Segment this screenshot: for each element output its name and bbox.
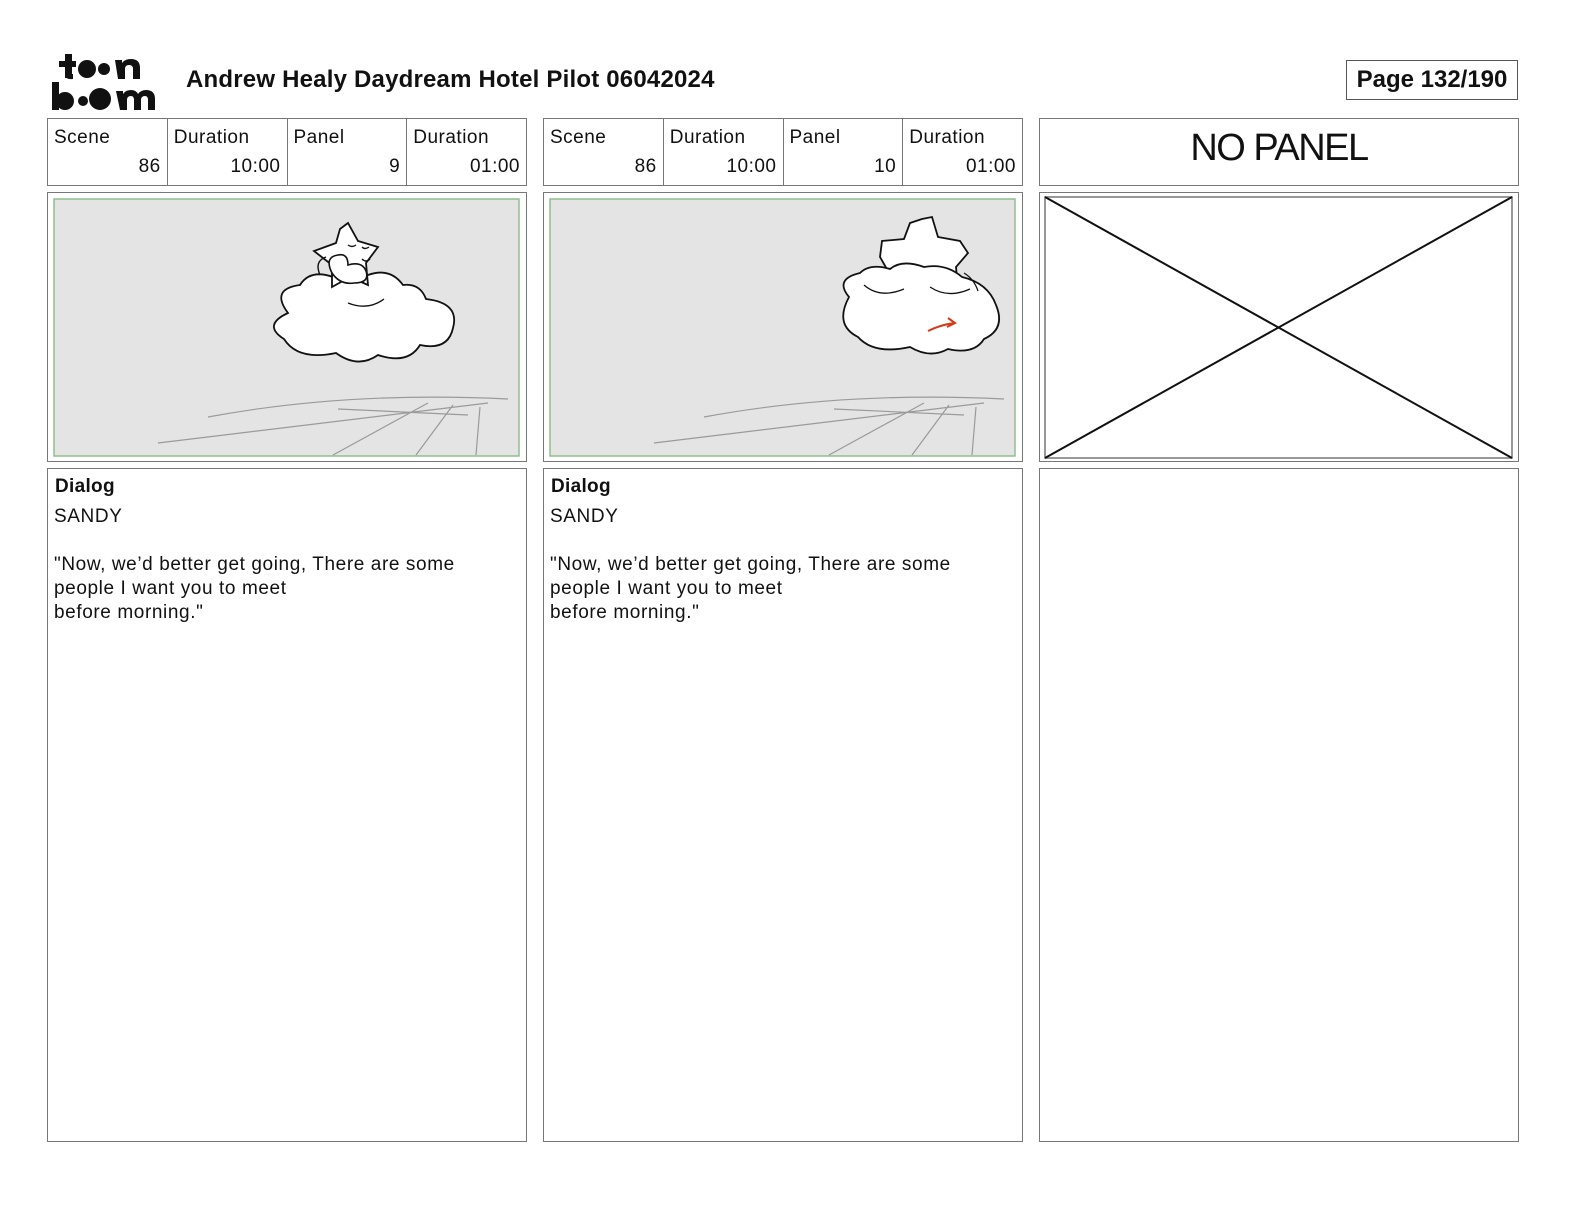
panel-info-bar — [543, 118, 1023, 186]
panel-duration-value: 01:00 — [965, 156, 1016, 177]
scene-duration-cell — [664, 119, 784, 185]
dialog-notes — [543, 468, 1023, 1142]
dialog-notes — [47, 468, 527, 1142]
dialog-heading: Dialog — [55, 476, 115, 497]
panel-cell — [288, 119, 408, 185]
scene-duration-cell — [168, 119, 288, 185]
dialog-line: "Now, we’d better get going, There are some — [550, 554, 951, 575]
scene-duration-value: 10:00 — [726, 156, 777, 177]
scene-value: 86 — [634, 156, 657, 177]
toon-boom-logo — [52, 52, 164, 112]
duration-label: Duration — [669, 127, 746, 148]
dialog-line: people I want you to meet — [54, 578, 287, 599]
crossed-placeholder — [1040, 193, 1517, 460]
scene-label: Scene — [54, 127, 111, 148]
page-counter — [1346, 60, 1518, 100]
panel-duration-cell — [407, 119, 526, 185]
dialog-speaker: SANDY — [54, 506, 123, 527]
scene-cell — [544, 119, 664, 185]
scene-value: 86 — [138, 156, 161, 177]
no-panel-header — [1039, 118, 1519, 186]
dialog-heading: Dialog — [551, 476, 611, 497]
scene-label: Scene — [550, 127, 607, 148]
dialog-speaker: SANDY — [550, 506, 619, 527]
panel-duration-cell — [903, 119, 1022, 185]
document-title: Andrew Healy Daydream Hotel Pilot 06042024 — [186, 66, 715, 93]
sketch-star-flying-on-cloud — [544, 193, 1021, 460]
panel-info-bar — [47, 118, 527, 186]
dialog-line: before morning." — [54, 602, 204, 623]
panel-value: 9 — [389, 156, 401, 177]
panel-label: Panel — [789, 127, 841, 148]
duration-label: Duration — [909, 127, 986, 148]
dialog-line: before morning." — [550, 602, 700, 623]
sketch-star-sleeping-on-cloud — [48, 193, 525, 460]
duration-label: Duration — [413, 127, 490, 148]
empty-frame — [1039, 192, 1519, 462]
scene-cell — [48, 119, 168, 185]
no-panel-label: NO PANEL — [1190, 127, 1368, 169]
storyboard-frame — [543, 192, 1023, 462]
empty-notes — [1039, 468, 1519, 1142]
panel-label: Panel — [293, 127, 345, 148]
page-counter-label: Page 132/190 — [1356, 66, 1508, 93]
panel-cell — [784, 119, 904, 185]
dialog-line: people I want you to meet — [550, 578, 783, 599]
scene-duration-value: 10:00 — [230, 156, 281, 177]
panel-duration-value: 01:00 — [469, 156, 520, 177]
storyboard-frame — [47, 192, 527, 462]
panel-value: 10 — [874, 156, 897, 177]
duration-label: Duration — [173, 127, 250, 148]
dialog-line: "Now, we’d better get going, There are some — [54, 554, 455, 575]
